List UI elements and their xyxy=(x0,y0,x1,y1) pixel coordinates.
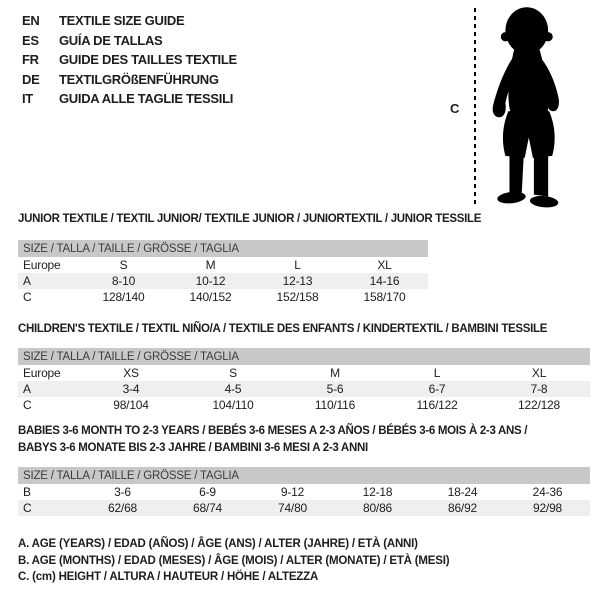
row-label: C xyxy=(23,290,32,304)
table-row xyxy=(18,273,428,289)
size-header-row xyxy=(18,467,590,484)
table-cell: M xyxy=(205,258,216,272)
table-row xyxy=(18,365,590,381)
table-cell: 116/122 xyxy=(416,398,458,412)
table-row xyxy=(18,484,590,500)
language-row xyxy=(22,31,237,51)
table-cell: 140/152 xyxy=(189,290,232,304)
table-cell: 12-13 xyxy=(254,273,341,289)
table-cell: S xyxy=(229,366,237,380)
language-row xyxy=(22,70,237,90)
table-cell: 74/80 xyxy=(250,500,335,516)
table-cell: XL xyxy=(531,366,547,380)
row-label: Europe xyxy=(23,258,61,272)
legend-line: C. (cm) HEIGHT / ALTURA / HAUTEUR / HÖHE / ALTEZZA xyxy=(18,571,319,583)
junior-size-table xyxy=(18,240,428,305)
table-cell: 7-8 xyxy=(488,381,590,397)
language-label: TEXTILGRÖßENFÜHRUNG xyxy=(59,71,219,87)
table-cell: 152/158 xyxy=(276,290,319,304)
table-cell: M xyxy=(330,366,340,380)
size-header: SIZE / TALLA / TAILLE / GRÖSSE / TAGLIA xyxy=(18,467,590,484)
language-row xyxy=(22,11,237,31)
language-row xyxy=(22,89,237,109)
babies-size-table xyxy=(18,467,590,516)
table-title-line: JUNIOR TEXTILE / TEXTIL JUNIOR/ TEXTILE JUNIOR / JUNIORTEXTIL / JUNIOR TESSILE xyxy=(18,213,482,225)
table-cell: 80/86 xyxy=(335,500,420,516)
language-code: ES xyxy=(22,32,39,48)
table-cell: 3-4 xyxy=(80,381,182,397)
measurement-legend xyxy=(18,536,449,586)
table-cell: L xyxy=(294,258,301,272)
size-header-row xyxy=(18,240,428,257)
table-cell: 110/116 xyxy=(314,398,356,412)
row-label: C xyxy=(23,398,32,412)
table-cell: 6-9 xyxy=(199,485,216,499)
language-code: EN xyxy=(22,13,40,28)
language-title-list xyxy=(22,11,237,109)
table-cell: 8-10 xyxy=(80,273,167,289)
legend-line: A. AGE (YEARS) / EDAD (AÑOS) / ÂGE (ANS) / ALTER (JAHRE) / ETÀ (ANNI) xyxy=(18,538,418,550)
table-cell: 14-16 xyxy=(341,273,428,289)
table-cell: 158/170 xyxy=(363,290,406,304)
legend-line: B. AGE (MONTHS) / EDAD (MESES) / ÂGE (MOIS) / ALTER (MONATE) / ETÀ (MESI) xyxy=(18,554,450,567)
table-cell: 9-12 xyxy=(280,485,305,499)
table-row xyxy=(18,381,590,397)
table-cell: 122/128 xyxy=(518,398,561,412)
language-label: GUÍA DE TALLAS xyxy=(59,32,163,48)
table-cell: 24-36 xyxy=(532,485,563,499)
table-cell: XS xyxy=(123,366,139,380)
language-label: GUIDA ALLE TAGLIE TESSILI xyxy=(59,91,234,106)
language-row xyxy=(22,50,237,70)
table-cell: 62/68 xyxy=(80,500,165,516)
table-cell: 3-6 xyxy=(114,485,131,499)
table-title-line: CHILDREN'S TEXTILE / TEXTIL NIÑO/A / TEXTILE DES ENFANTS / KINDERTEXTIL / BAMBINI TESSILE xyxy=(18,323,548,335)
table-cell: 104/110 xyxy=(212,398,254,412)
table-cell: L xyxy=(433,366,441,380)
babies-table-title xyxy=(18,423,527,457)
baby-silhouette-icon xyxy=(484,5,596,209)
row-label: A xyxy=(18,273,80,289)
table-cell: 4-5 xyxy=(182,381,284,397)
row-label: B xyxy=(23,485,31,499)
table-row xyxy=(18,500,590,516)
height-figure xyxy=(440,0,600,215)
height-measure-label: C xyxy=(450,101,460,116)
children-size-table xyxy=(18,348,590,413)
table-cell: 128/140 xyxy=(102,290,145,304)
table-row xyxy=(18,397,590,413)
table-cell: XL xyxy=(377,258,392,272)
size-header: SIZE / TALLA / TAILLE / GRÖSSE / TAGLIA xyxy=(18,348,590,365)
table-cell: 68/74 xyxy=(165,500,250,516)
language-label: GUIDE DES TAILLES TEXTILE xyxy=(59,52,237,67)
size-header: SIZE / TALLA / TAILLE / GRÖSSE / TAGLIA xyxy=(18,240,428,257)
language-code: DE xyxy=(22,71,40,87)
table-cell: 18-24 xyxy=(447,485,478,499)
children-table-title xyxy=(18,321,547,338)
row-label: C xyxy=(18,500,80,516)
row-label: A xyxy=(18,381,80,397)
table-row xyxy=(18,289,428,305)
table-title-line: BABYS 3-6 MONATE BIS 2-3 JAHRE / BAMBINI 3-6 MESI A 2-3 ANNI xyxy=(18,442,368,454)
table-cell: 5-6 xyxy=(284,381,386,397)
table-title-line: BABIES 3-6 MONTH TO 2-3 YEARS / BEBÉS 3-6 MESES A 2-3 AÑOS / BÉBÉS 3-6 MOIS À 2-3 ANS / xyxy=(18,425,528,437)
table-row xyxy=(18,257,428,273)
size-header-row xyxy=(18,348,590,365)
table-cell: 12-18 xyxy=(362,485,393,499)
table-cell: 86/92 xyxy=(420,500,505,516)
language-label: TEXTILE SIZE GUIDE xyxy=(59,13,185,28)
language-code: IT xyxy=(22,91,33,106)
language-code: FR xyxy=(22,52,39,67)
table-cell: 92/98 xyxy=(505,500,590,516)
table-cell: 6-7 xyxy=(386,381,488,397)
row-label: Europe xyxy=(23,366,61,380)
height-dotted-line xyxy=(474,8,476,207)
table-cell: 10-12 xyxy=(167,273,254,289)
table-cell: 98/104 xyxy=(113,398,149,412)
junior-table-title xyxy=(18,211,481,228)
table-cell: S xyxy=(119,258,128,272)
